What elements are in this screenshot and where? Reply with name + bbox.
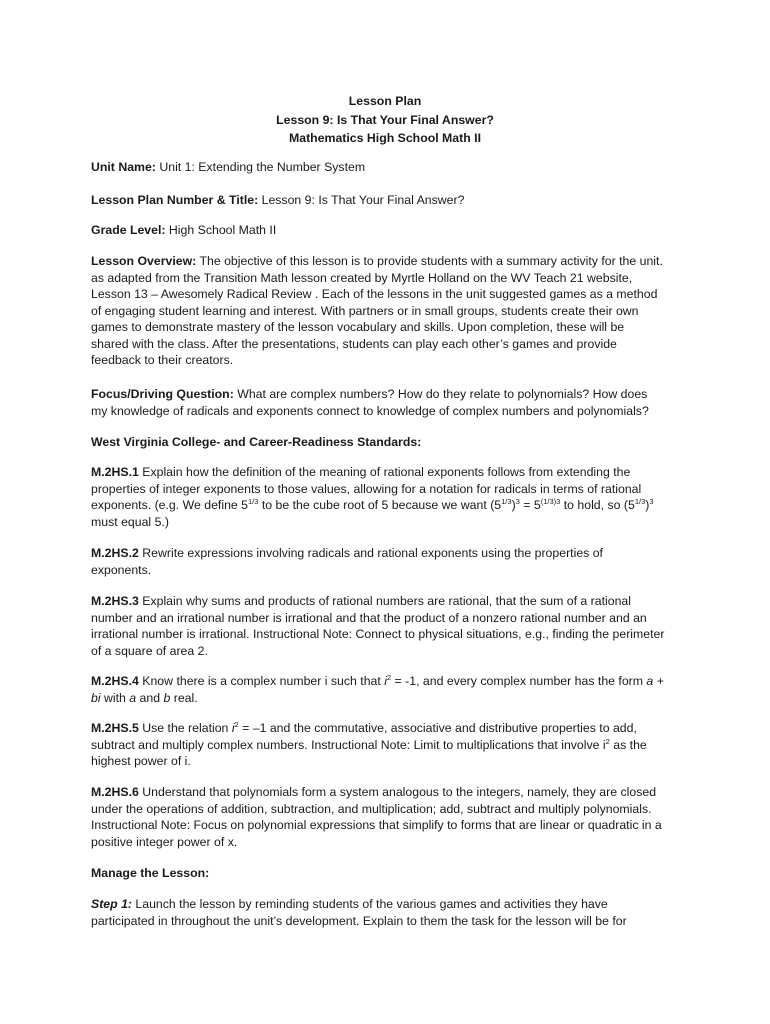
document-header [0, 92, 770, 148]
overview-line: of engaging student learning and interest. With partners or in small groups, students create their own [91, 303, 639, 318]
standard-text: of a square of area 2. [91, 643, 208, 658]
standard-text: exponents. [91, 562, 152, 577]
overview-label: Lesson Overview: [91, 254, 197, 268]
standard-code: M.2HS.6 [91, 785, 139, 799]
standard-hs2 [91, 545, 691, 578]
standard-text: exponents. (e.g. We define $5^{1/3}$ to be the cube root of 5 because we want $(5^{1/3})^3 = 5^{(1/3)3}$ to hold, so $(5^{1/3})^3$ [91, 496, 654, 512]
overview-line: as adapted from the Transition Math lesson created by Myrtle Holland on the WV Teach 21 website, [91, 270, 633, 285]
standard-text: highest power of i. [91, 754, 191, 768]
lesson-plan-value: Lesson 9: Is That Your Final Answer? [261, 193, 465, 207]
grade-level-line [91, 222, 691, 239]
standard-code: M.2HS.1 [91, 465, 139, 479]
step-1 [91, 896, 691, 929]
standard-text: must equal 5.) [91, 514, 169, 529]
lesson-plan-label: Lesson Plan Number & Title: [91, 193, 259, 207]
focus-text: my knowledge of radicals and exponents connect to knowledge of complex numbers and polynomials? [91, 403, 649, 418]
standard-text: properties of integer exponents to those values, allowing for a notation for radicals in terms of rational [91, 481, 642, 496]
standard-hs6 [91, 784, 691, 850]
focus-label: Focus/Driving Question: [91, 387, 234, 401]
grade-level-label: Grade Level: [91, 223, 166, 237]
header-subject: Mathematics High School Math II [289, 131, 481, 145]
step-text: Launch the lesson by reminding students of the various games and activities they have [132, 897, 608, 911]
overview-line: shared with the class. After the presentations, students can play each other’s games and provide [91, 336, 617, 351]
manage-lesson-heading: Manage the Lesson: [91, 866, 210, 880]
standards-heading: West Virginia College- and Career-Readiness Standards: [91, 435, 422, 449]
standard-hs3 [91, 593, 691, 659]
standard-code: M.2HS.5 [91, 721, 139, 735]
focus-question [91, 386, 691, 419]
focus-text: What are complex numbers? How do they relate to polynomials? How does [237, 387, 648, 401]
standard-text: irrational number is irrational. Instructional Note: Connect to physical situations, e.g., finding the perimeter [91, 627, 665, 641]
step-label: Step 1: [91, 897, 132, 911]
step-text: participated in throughout the unit’s development. Explain to them the task for the lesson will be for [91, 913, 627, 928]
standard-text: number and an irrational number is irrational and that the product of a nonzero rational number and an [91, 610, 647, 625]
standard-code: M.2HS.3 [91, 594, 139, 608]
lesson-plan-title-line [91, 192, 691, 209]
standard-text: bi with a and b real. [91, 690, 198, 705]
standard-text: positive integer power of x. [91, 834, 238, 849]
unit-name-value: Unit 1: Extending the Number System [159, 160, 366, 174]
standard-code: M.2HS.4 [91, 674, 139, 688]
standard-text: Rewrite expressions involving radicals and rational exponents using the properties of [142, 546, 603, 560]
unit-name-line [91, 159, 691, 176]
overview-line: Lesson 13 – Awesomely Radical Review . Each of the lessons in the unit suggested games as a method [91, 287, 658, 301]
standard-text: under the operations of addition, subtraction, and multiplication; add, subtract and multiply polynomials. [91, 801, 652, 816]
standard-hs4: M.2HS.4 Know there is a complex number i such that $i^2 = -1$, and every complex number has the form a + bi with a and b real. [91, 673, 691, 706]
lesson-overview [91, 253, 691, 369]
standard-text: Understand that polynomials form a system analogous to the integers, namely, they are closed [142, 785, 657, 799]
overview-line: feedback to their creators. [91, 353, 234, 367]
standard-text: subtract and multiply complex numbers. Instructional Note: Limit to multiplications that involve $i^2$ as the [91, 736, 647, 752]
header-lesson-title: Lesson 9: Is That Your Final Answer? [276, 112, 494, 127]
header-title: Lesson Plan [348, 94, 422, 108]
unit-name-label: Unit Name: [91, 160, 156, 174]
overview-line: games to demonstrate mastery of the lesson vocabulary and skills. Upon completion, these will be [91, 320, 625, 334]
standard-hs5: M.2HS.5 Use the relation $i^2 = -1$ and the commutative, associative and distributive properties to add, subtract and multiply complex numbers. Instructional Note: Limit to multiplications that involve $i^2$ as the highest power of i. [91, 720, 691, 770]
standard-text: Explain why sums and products of rational numbers are rational, that the sum of a rational [142, 594, 631, 608]
standard-text: Instructional Note: Focus on polynomial expressions that simplify to forms that are linear or quadratic in a [91, 818, 662, 832]
grade-level-value: High School Math II [168, 223, 277, 237]
overview-line: The objective of this lesson is to provide students with a summary activity for the unit. [199, 254, 663, 268]
standard-hs1 [91, 464, 691, 530]
standard-text: Explain how the definition of the meaning of rational exponents follows from extending the [142, 465, 631, 479]
standard-code: M.2HS.2 [91, 546, 139, 560]
